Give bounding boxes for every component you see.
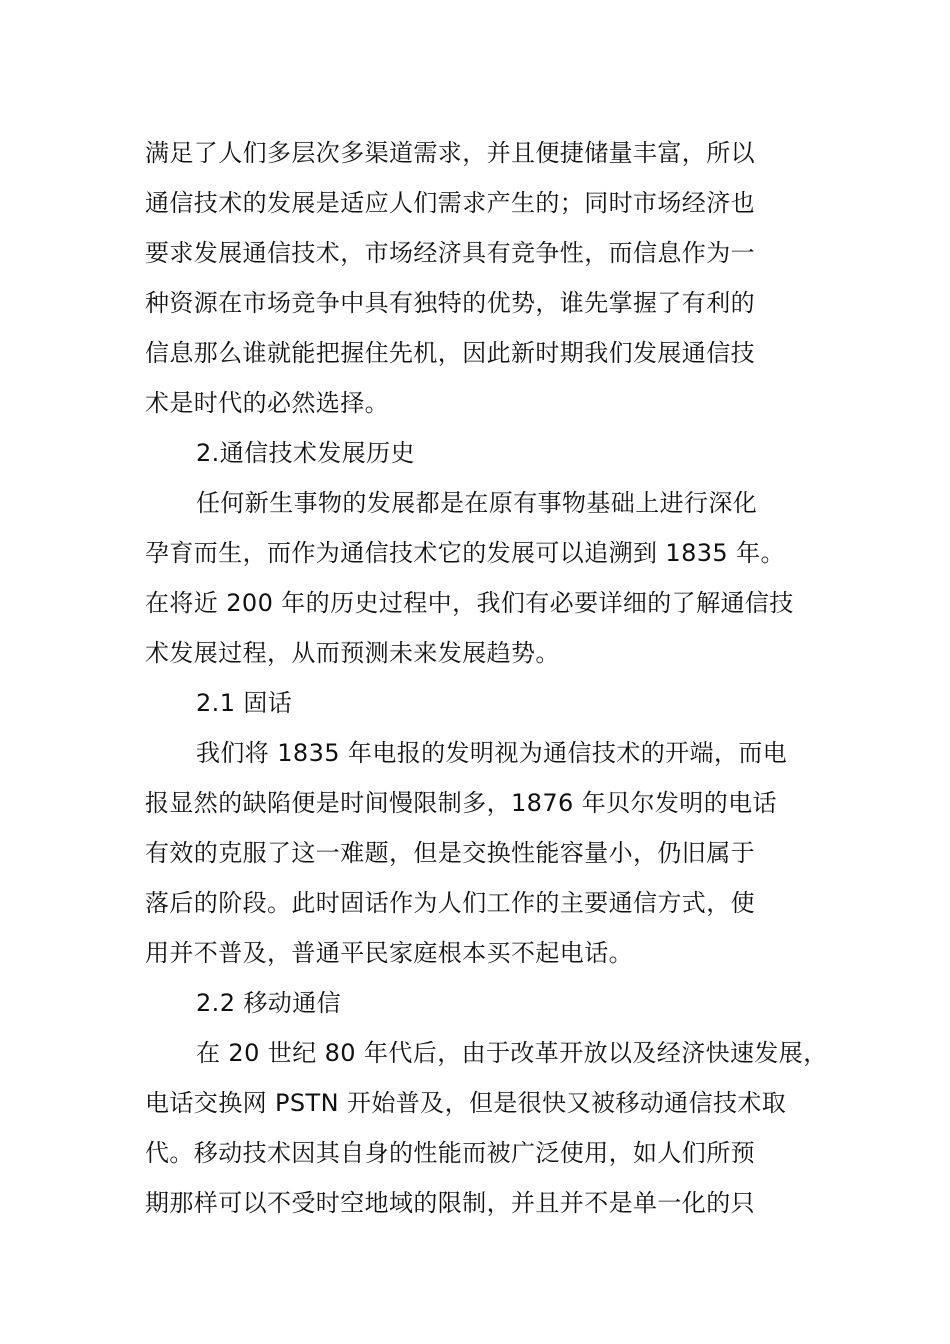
paragraph-line-19: 在 20 世纪 80 年代后，由于改革开放以及经济快速发展，: [196, 1039, 828, 1067]
paragraph-line-9: 孕育而生，而作为通信技术它的发展可以追溯到 1835 年。: [145, 539, 785, 567]
paragraph-line-6: 术是时代的必然选择。: [145, 389, 389, 417]
paragraph-line-8: 任何新生事物的发展都是在原有事物基础上进行深化: [196, 489, 758, 517]
paragraph-line-15: 有效的克服了这一难题，但是交换性能容量小，仍旧属于: [145, 839, 755, 867]
paragraph-line-16: 落后的阶段。此时固话作为人们工作的主要通信方式，使: [145, 889, 755, 917]
section-heading-2-1: 2.1 固话: [196, 689, 293, 717]
paragraph-line-5: 信息那么谁就能把握住先机，因此新时期我们发展通信技: [145, 339, 755, 367]
paragraph-line-21: 代。移动技术因其自身的性能而被广泛使用，如人们所预: [145, 1139, 755, 1167]
paragraph-line-1: 满足了人们多层次多渠道需求，并且便捷储量丰富，所以: [145, 139, 755, 167]
section-heading-2-2: 2.2 移动通信: [196, 989, 341, 1017]
paragraph-line-10: 在将近 200 年的历史过程中，我们有必要详细的了解通信技: [145, 589, 794, 617]
paragraph-line-17: 用并不普及，普通平民家庭根本买不起电话。: [145, 939, 633, 967]
paragraph-line-13: 我们将 1835 年电报的发明视为通信技术的开端，而电: [196, 739, 788, 767]
paragraph-line-20: 电话交换网 PSTN 开始普及，但是很快又被移动通信技术取: [145, 1089, 787, 1117]
paragraph-line-11: 术发展过程，从而预测未来发展趋势。: [145, 639, 560, 667]
section-heading-2: 2.通信技术发展历史: [196, 439, 415, 467]
paragraph-line-14: 报显然的缺陷便是时间慢限制多，1876 年贝尔发明的电话: [145, 789, 777, 817]
paragraph-line-3: 要求发展通信技术，市场经济具有竞争性，而信息作为一: [145, 239, 755, 267]
paragraph-line-22: 期那样可以不受时空地域的限制，并且并不是单一化的只: [145, 1189, 755, 1217]
paragraph-line-4: 种资源在市场竞争中具有独特的优势，谁先掌握了有利的: [145, 289, 755, 317]
paragraph-line-2: 通信技术的发展是适应人们需求产生的；同时市场经济也: [145, 189, 755, 217]
